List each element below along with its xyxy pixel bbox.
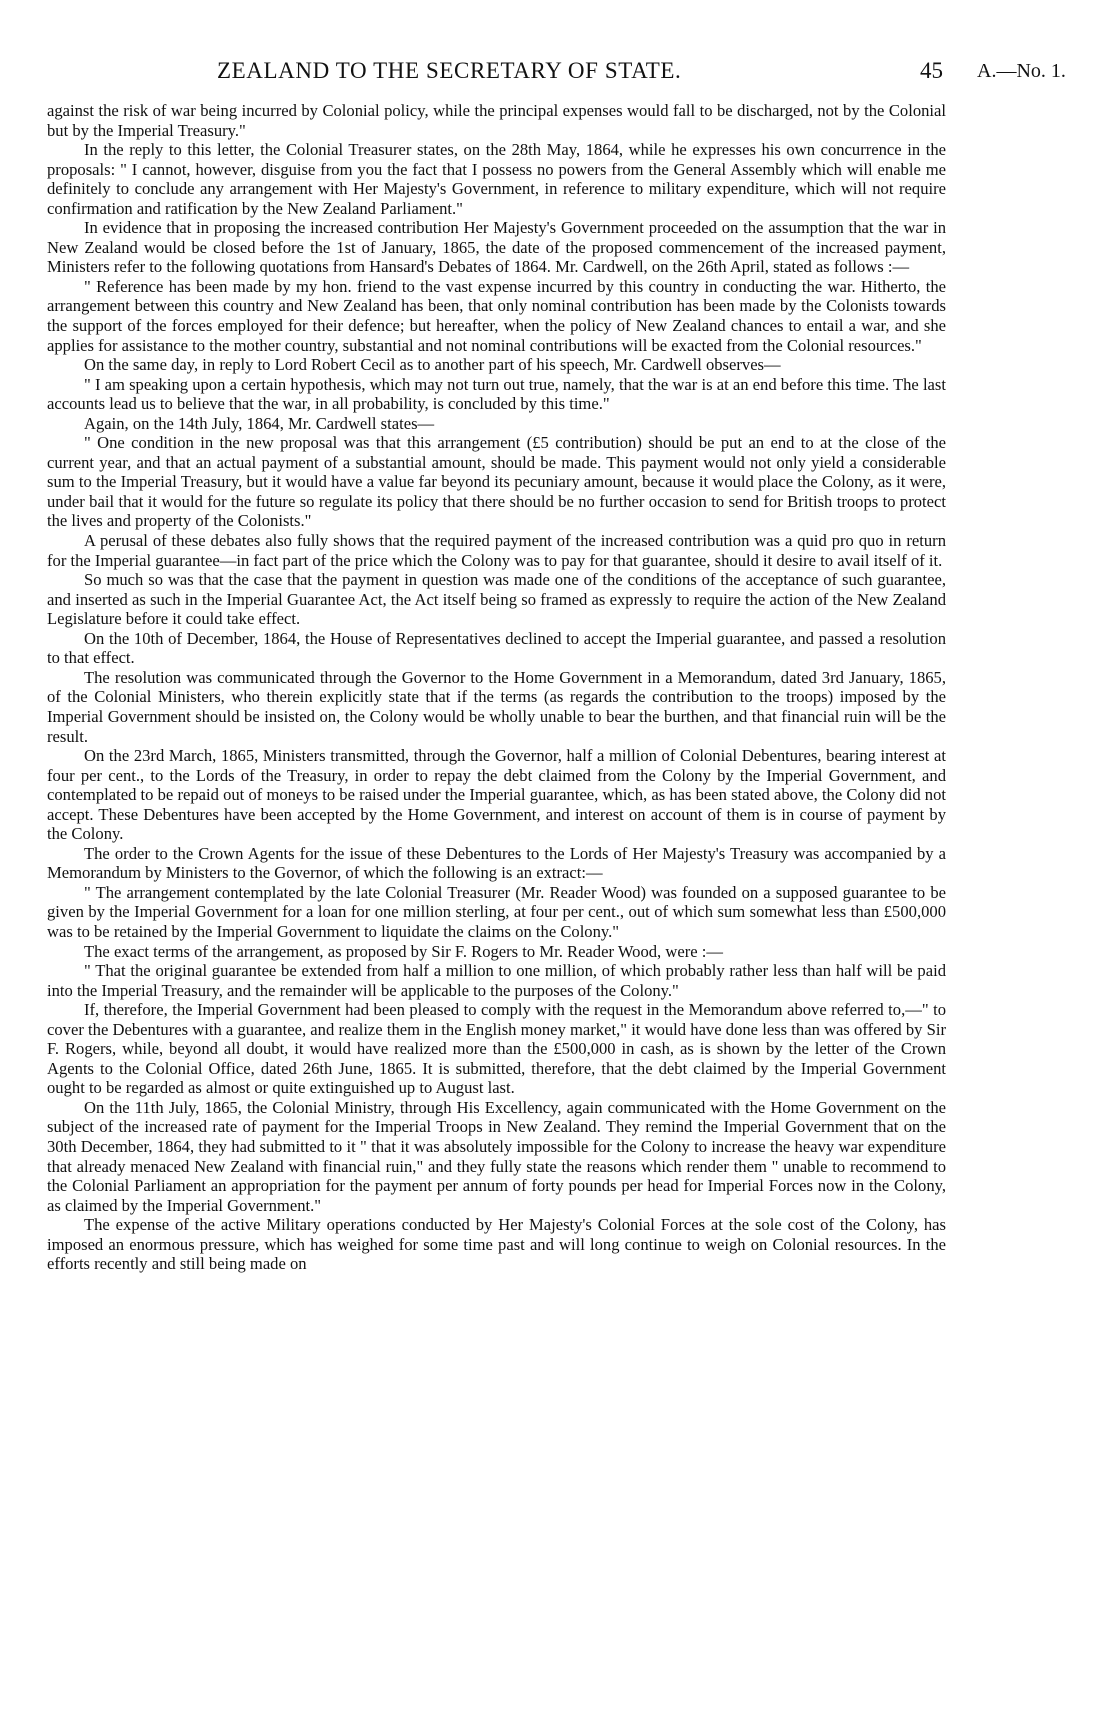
paragraph: " That the original guarantee be extended from half a million to one million, of which probably rather less than half will be paid into the Imperial Treasury, and the remainder will be applicable to the purposes of the Colony." <box>47 961 946 1000</box>
paragraph: If, therefore, the Imperial Government had been pleased to comply with the request in the Memorandum above referred to,—" to cover the Debentures with a guarantee, and realize them in the English money market," it would have done less than was offered by Sir F. Rogers, while, beyond all doubt, it would have realized more than the £500,000 in cash, as is shown by the letter of the Crown Agents to the Colonial Office, dated 26th June, 1865. It is submitted, therefore, that the debt claimed by the Imperial Government ought to be regarded as almost or quite extinguished up to August last. <box>47 1000 946 1098</box>
paragraph: In evidence that in proposing the increased contribution Her Majesty's Government proceeded on the assumption that the war in New Zealand would be closed before the 1st of January, 1865, the date of the proposed commencement of the increased payment, Ministers refer to the following quotations from Hansard's Debates of 1864. Mr. Cardwell, on the 26th April, stated as follows :— <box>47 218 946 277</box>
paragraph: The resolution was communicated through the Governor to the Home Government in a Memorandum, dated 3rd January, 1865, of the Colonial Ministers, who therein explicitly state that if the terms (as regards the contribution to the troops) imposed by the Imperial Government should be insisted on, the Colony would be wholly unable to bear the burthen, and that financial ruin will be the result. <box>47 667 946 746</box>
page-number: 45 <box>920 58 943 83</box>
page-header <box>0 58 1114 88</box>
paragraph: " Reference has been made by my hon. friend to the vast expense incurred by this country in conducting the war. Hitherto, the arrangement between this country and New Zealand has been, that only nominal contribution has been made by the Colonists towards the support of the forces employed for their defence; but hereafter, when the policy of New Zealand chances to entail a war, and she applies for assistance to the mother country, substantial and not nominal contributions will be exacted from the Colonial resources." <box>47 276 946 355</box>
paragraph: On the 10th of December, 1864, the House of Representatives declined to accept the Imperial guarantee, and passed a resolution to that effect. <box>47 628 946 668</box>
paragraph: A perusal of these debates also fully shows that the required payment of the increased contribution was a quid pro quo in return for the Imperial guarantee—in fact part of the price which the Colony was to pay for that guarantee, should it desire to avail itself of it. <box>47 531 946 570</box>
body-text <box>47 101 946 1274</box>
paragraph: against the risk of war being incurred by Colonial policy, while the principal expenses would fall to be discharged, not by the Colonial but by the Imperial Treasury." <box>47 101 946 140</box>
paragraph: On the 23rd March, 1865, Ministers transmitted, through the Governor, half a million of Colonial Debentures, bearing interest at four per cent., to the Lords of the Treasury, in order to repay the debt claimed from the Colony by the Imperial Government, and contemplated to be repaid out of moneys to be raised under the Imperial guarantee, which, as has been stated above, the Colony did not accept. These Debentures have been accepted by the Home Government, and interest on account of them is in course of payment by the Colony. <box>47 746 946 844</box>
paragraph: The order to the Crown Agents for the issue of these Debentures to the Lords of Her Majesty's Treasury was accompanied by a Memorandum by Ministers to the Governor, of which the following is an extract:— <box>47 843 946 883</box>
running-title: ZEALAND TO THE SECRETARY OF STATE. <box>217 58 682 83</box>
paragraph: The exact terms of the arrangement, as proposed by Sir F. Rogers to Mr. Reader Wood, were :— <box>84 941 723 961</box>
paragraph: Again, on the 14th July, 1864, Mr. Cardwell states— <box>84 413 435 433</box>
paragraph: " One condition in the new proposal was that this arrangement (£5 contribution) should be put an end to at the close of the current year, and that an actual payment of a substantial amount, should be made. This payment would not only yield a considerable sum to the Imperial Treasury, but it would have a value far beyond its pecuniary amount, because it would place the Colony, as it were, under bail that it would for the future so regulate its policy that there should be no further occasion to send for British troops to protect the lives and property of the Colonists." <box>47 433 946 531</box>
paragraph: On the same day, in reply to Lord Robert Cecil as to another part of his speech, Mr. Cardwell observes— <box>84 355 781 375</box>
paragraph: In the reply to this letter, the Colonial Treasurer states, on the 28th May, 1864, while he expresses his own concurrence in the proposals: " I cannot, however, disguise from you the fact that I possess no powers from the General Assembly which will enable me definitely to conclude any arrangement with Her Majesty's Government, in reference to military expenditure, which will not require confirmation and ratification by the New Zealand Parliament." <box>47 140 946 218</box>
paragraph: On the 11th July, 1865, the Colonial Ministry, through His Excellency, again communicated with the Home Government on the subject of the increased rate of payment for the Imperial Troops in New Zealand. They remind the Imperial Government that on the 30th December, 1864, they had submitted to it " that it was absolutely impossible for the Colony to increase the heavy war expenditure that already menaced New Zealand with financial ruin," and they fully state the reasons which render them " unable to recommend to the Colonial Parliament an appropriation for the payment per annum of forty pounds per head for Imperial Forces now in the Colony, as claimed by the Imperial Government." <box>47 1097 946 1215</box>
paragraph: So much so was that the case that the payment in question was made one of the conditions of the acceptance of such guarantee, and inserted as such in the Imperial Guarantee Act, the Act itself being so framed as expressly to require the action of the New Zealand Legislature before it could take effect. <box>47 570 946 629</box>
paragraph: " The arrangement contemplated by the late Colonial Treasurer (Mr. Reader Wood) was founded on a supposed guarantee to be given by the Imperial Government for a loan for one million sterling, at four per cent., out of which sum somewhat less than £500,000 was to be retained by the Imperial Government to liquidate the claims on the Colony." <box>47 882 946 941</box>
paragraph: " I am speaking upon a certain hypothesis, which may not turn out true, namely, that the war is at an end before this time. The last accounts lead us to believe that the war, in all probability, is concluded by this time." <box>47 374 946 414</box>
paragraph: The expense of the active Military operations conducted by Her Majesty's Colonial Forces at the sole cost of the Colony, has imposed an enormous pressure, which has weighed for some time past and will long continue to weigh on Colonial resources. In the efforts recently and still being made on <box>47 1215 946 1274</box>
document-reference: A.—No. 1. <box>977 60 1066 82</box>
